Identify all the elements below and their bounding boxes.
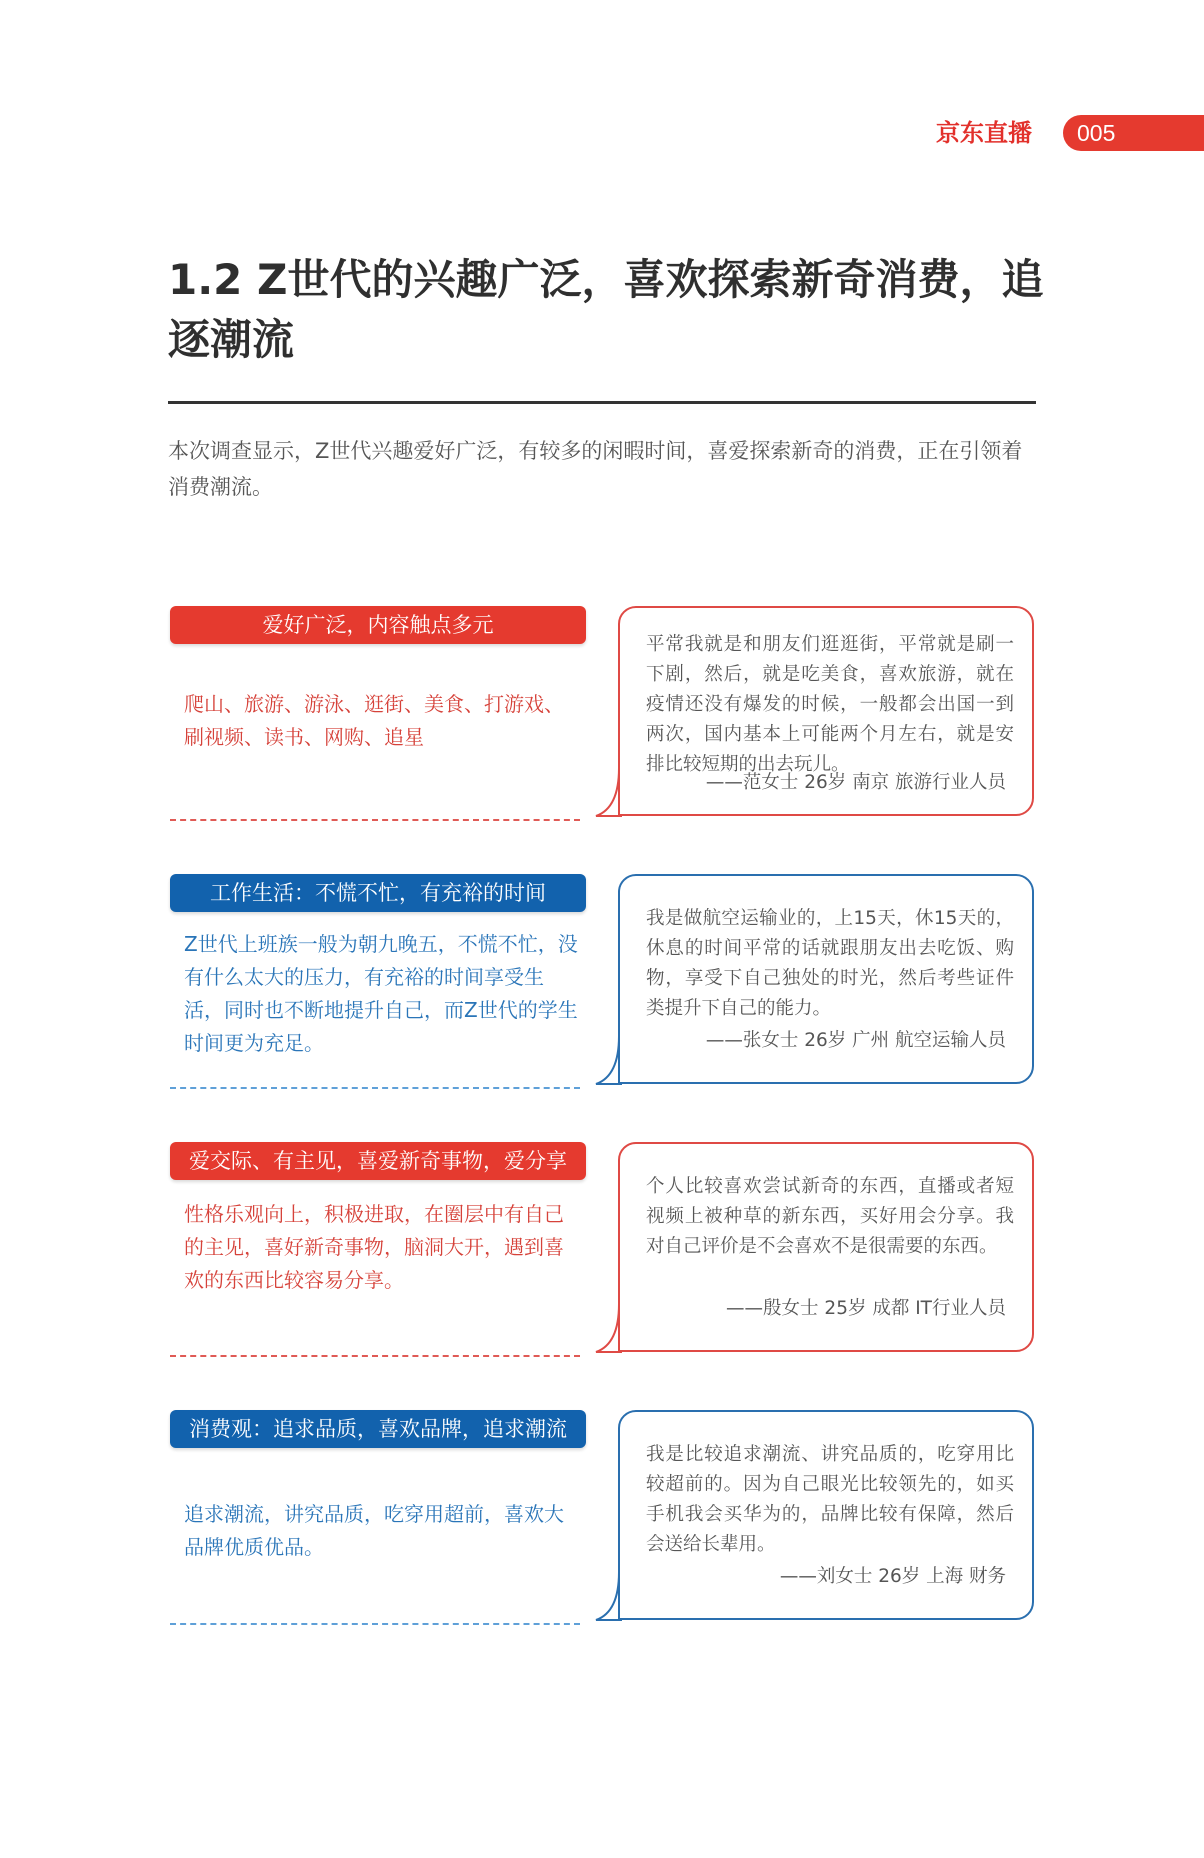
quote-bubble — [618, 874, 1034, 1084]
section-label: 工作生活：不慌不忙，有充裕的时间 — [170, 874, 586, 912]
section-hobbies — [0, 598, 1204, 824]
quote-attribution: ——殷女士 25岁 成都 IT行业人员 — [726, 1298, 1006, 1319]
interview-quote: 个人比较喜欢尝试新奇的东西，直播或者短视频上被种草的新东西，买好用会分享。我对自己评价是不会喜欢不是很需要的东西。 — [646, 1176, 1014, 1257]
interview-quote: 我是做航空运输业的，上15天，休15天的，休息的时间平常的话就跟朋友出去吃饭、购物，享受下自己独处的时光，然后考些证件类提升下自己的能力。 — [646, 908, 1014, 1019]
section-label: 爱好广泛，内容触点多元 — [170, 606, 586, 644]
section-work-life — [0, 866, 1204, 1092]
section-description: Z世代上班族一般为朝九晚五，不慌不忙，没有什么太大的压力，有充裕的时间享受生活，同时也不断地提升自己，而Z世代的学生时间更为充足。 — [184, 932, 578, 1055]
page-number-tab — [1063, 115, 1204, 151]
section-social — [0, 1134, 1204, 1360]
section-consumption — [0, 1402, 1204, 1628]
interview-quote: 我是比较追求潮流、讲究品质的，吃穿用比较超前的。因为自己眼光比较领先的，如买手机我会买华为的，品牌比较有保障，然后会送给长辈用。 — [646, 1444, 1014, 1555]
interview-quote: 平常我就是和朋友们逛逛街，平常就是刷一下剧，然后，就是吃美食，喜欢旅游，就在疫情还没有爆发的时候，一般都会出国一到两次，国内基本上可能两个月左右，就是安排比较短期的出去玩儿。 — [646, 634, 1014, 775]
section-description: 追求潮流，讲究品质，吃穿用超前，喜欢大品牌优质优品。 — [184, 1502, 564, 1559]
brand-logo-text: 京东直播 — [936, 119, 1032, 147]
section-description: 性格乐观向上，积极进取，在圈层中有自己的主见，喜好新奇事物，脑洞大开，遇到喜欢的东西比较容易分享。 — [184, 1202, 564, 1292]
dashed-divider — [170, 1355, 580, 1357]
quote-attribution: ——刘女士 26岁 上海 财务 — [779, 1566, 1006, 1587]
section-label: 爱交际、有主见，喜爱新奇事物，爱分享 — [170, 1142, 586, 1180]
dashed-divider — [170, 819, 580, 821]
quote-bubble — [618, 1410, 1034, 1620]
dashed-divider — [170, 1087, 580, 1089]
quote-bubble — [618, 606, 1034, 816]
section-title: 1.2 Z世代的兴趣广泛，喜欢探索新奇消费，追逐潮流 — [168, 255, 1044, 364]
quote-bubble — [618, 1142, 1034, 1352]
title-divider — [168, 401, 1036, 404]
section-description: 爬山、旅游、游泳、逛街、美食、打游戏、刷视频、读书、网购、追星 — [184, 692, 564, 749]
quote-attribution: ——范女士 26岁 南京 旅游行业人员 — [705, 772, 1006, 793]
page-number: 005 — [1077, 120, 1116, 146]
dashed-divider — [170, 1623, 580, 1625]
quote-attribution: ——张女士 26岁 广州 航空运输人员 — [705, 1030, 1006, 1051]
intro-paragraph: 本次调查显示，Z世代兴趣爱好广泛，有较多的闲暇时间，喜爱探索新奇的消费，正在引领着消费潮流。 — [168, 439, 1023, 499]
section-label: 消费观：追求品质，喜欢品牌，追求潮流 — [170, 1410, 586, 1448]
